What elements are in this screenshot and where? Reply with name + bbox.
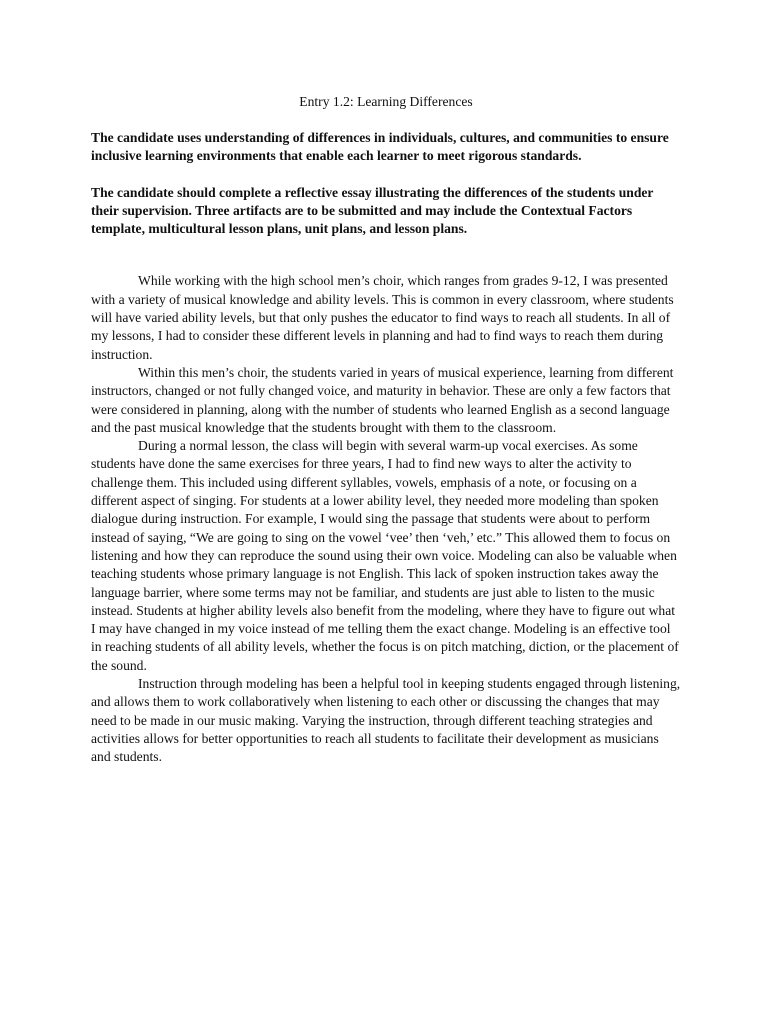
document-title: Entry 1.2: Learning Differences <box>299 94 473 109</box>
essay-paragraph-2: Within this men’s choir, the students varied in years of musical experience, learning from different instructors, changed or not fully changed voice, and maturity in behavior. These are only a few factors that were considered in planning, along with the number of students who learned English as a second language and the past musical knowledge that the students brought with them to the classroom. <box>91 364 674 435</box>
assignment-instructions: The candidate should complete a reflective essay illustrating the differences of the students under their supervision. Three artifacts are to be submitted and may include the Contextual Factors template, multicultural lesson plans, unit plans, and lesson plans. <box>91 184 654 237</box>
essay-paragraph-3: During a normal lesson, the class will begin with several warm-up vocal exercises. As some students have done the same exercises for three years, I had to find new ways to alter the activity to challenge them. This included using different syllables, vowels, emphasis of a note, or focusing on a different aspect of singing. For students at a lower ability level, they needed more modeling than spoken dialogue during instruction. For example, I would sing the passage that students were about to perform instead of saying, “We are going to sing on the vowel ‘vee’ then ‘veh,’ etc.” This allowed them to focus on listening and how they can reproduce the sound using their own voice. Modeling can also be valuable when teaching students whose primary language is not English. This lack of spoken instruction takes away the language barrier, where some terms may not be familiar, and students are just able to listen to the music instead. Students at higher ability levels also benefit from the modeling, where they have to figure out what I may have changed in my voice instead of me telling them the exact change. Modeling is an effective tool in reaching students of all ability levels, whether the focus is on pitch matching, diction, or the placement of the sound. <box>91 438 679 673</box>
essay-paragraph-4: Instruction through modeling has been a helpful tool in keeping students engaged through listening, and allows them to work collaboratively when listening to each other or discussing the changes that may need to be made in our music making. Varying the instruction, through different teaching strategies and activities allows for better opportunities to reach all students to facilitate their development as musicians and students. <box>91 676 681 765</box>
paragraph-spacer <box>91 256 681 272</box>
standard-statement: The candidate uses understanding of differences in individuals, cultures, and communities to ensure inclusive learning environments that enable each learner to meet rigorous standards. <box>91 130 669 164</box>
document-content <box>91 93 681 767</box>
essay-paragraph-1: While working with the high school men’s choir, which ranges from grades 9-12, I was presented with a variety of musical knowledge and ability levels. This is common in every classroom, where students will have varied ability levels, but that only pushes the educator to find ways to reach all students. In all of my lessons, I had to consider these different levels in planning and had to find ways to reach them during instruction. <box>91 273 674 362</box>
